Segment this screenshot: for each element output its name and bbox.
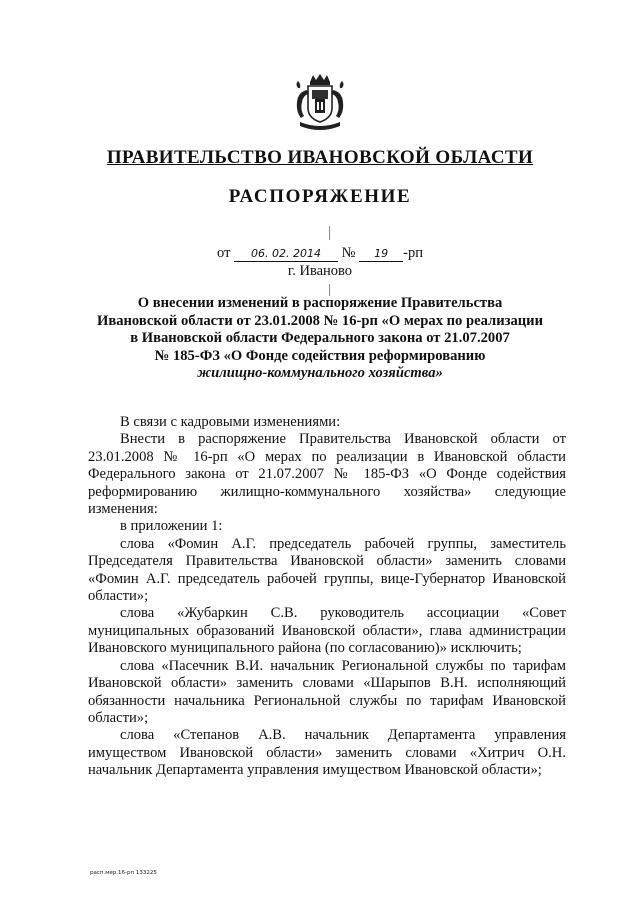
body-paragraph: слова «Фомин А.Г. председатель рабочей группы, заместитель Председателя Правительства Ивановской области» заменить словами «Фомин А.Г. председатель рабочей группы, вице-Губернатор Ивановской области»; [88, 535, 566, 605]
document-type: РАСПОРЯЖЕНИЕ [228, 186, 412, 207]
body-paragraph: слова «Жубаркин С.В. руководитель ассоциации «Совет муниципальных образований Ивановской области», глава администрации Ивановского муниципального района (по согласованию)» исключить; [88, 605, 566, 657]
city-line: г. Иваново [287, 263, 353, 279]
heading-line: № 185-ФЗ «О Фонде содействия реформированию [154, 347, 486, 364]
margin-tick [329, 226, 330, 240]
date-number-line [0, 245, 640, 262]
document-heading [80, 295, 560, 383]
number-sign: № [341, 245, 356, 261]
heading-line: О внесении изменений в распоряжение Правительства [137, 295, 503, 311]
body-paragraph: слова «Степанов А.В. начальник Департамента управления имуществом Ивановской области» заменить словами «Хитрич О.Н. начальник Департамента управления имуществом Ивановской области»; [88, 727, 566, 779]
heading-line: Ивановской области от 23.01.2008 № 16-рп «О мерах по реализации [96, 312, 543, 329]
coat-of-arms-icon [292, 72, 348, 134]
date-prefix: от [217, 245, 231, 261]
date-field: 06. 02. 2014 [234, 247, 338, 262]
document-body [88, 414, 566, 780]
footer-file-code: расп.мер.16-рп 133225 [90, 870, 157, 876]
number-suffix: -рп [403, 245, 423, 261]
body-paragraph: В связи с кадровыми изменениями: [120, 414, 341, 430]
number-field: 19 [359, 247, 403, 262]
heading-line: в Ивановской области Федерального закона от 21.07.2007 [130, 330, 510, 346]
heading-line: жилищно-коммунального хозяйства» [197, 365, 443, 381]
government-title: ПРАВИТЕЛЬСТВО ИВАНОВСКОЙ ОБЛАСТИ [106, 147, 534, 168]
body-paragraph: в приложении 1: [120, 518, 223, 535]
body-paragraph: слова «Пасечник В.И. начальник Региональной службы по тарифам Ивановской области» заменить словами «Шарыпов В.Н. исполняющий обязанности начальника Региональной службы по тарифам Ивановской области»; [88, 657, 566, 726]
body-paragraph: Внести в распоряжение Правительства Ивановской области от 23.01.2008 № 16-рп «О мерах по реализации в Ивановской области Федерального закона от 21.07.2007 № 185-ФЗ «О Фонде содействия реформированию жилищно-коммунального хозяйства» следующие изменения: [88, 431, 566, 518]
